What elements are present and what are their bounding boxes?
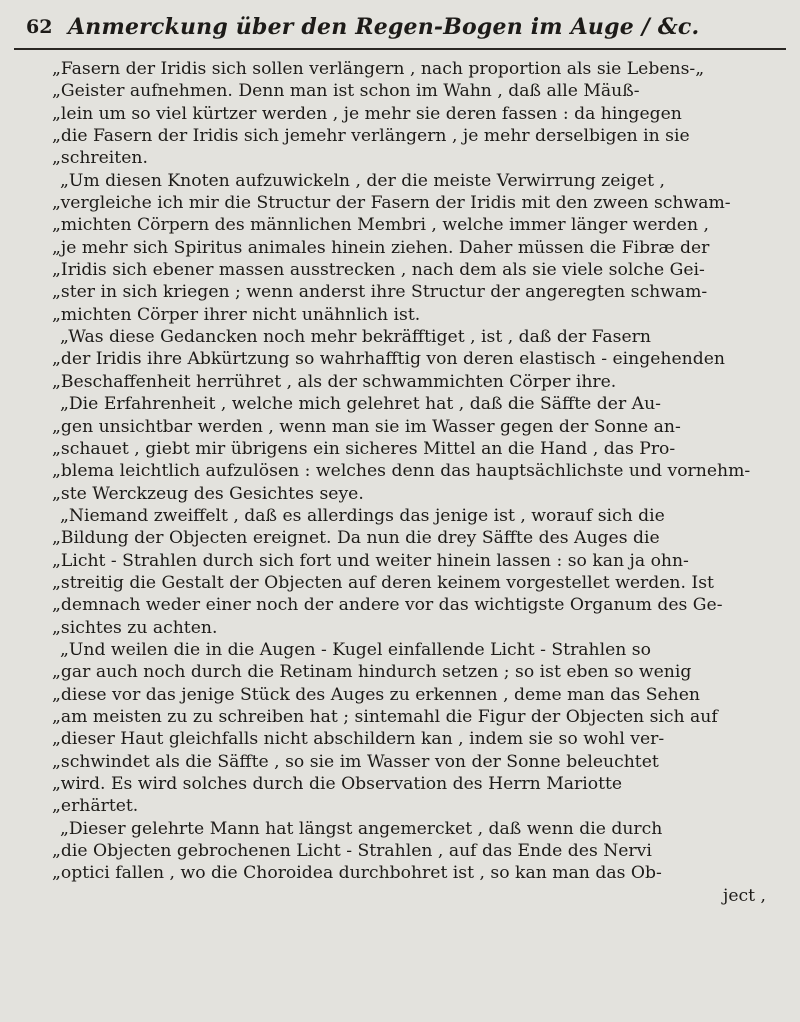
text-line: „je mehr sich Spiritus animales hinein ziehen. Daher müssen die Fibræ der	[52, 237, 710, 258]
page-number: 62	[26, 16, 53, 38]
text-line: „der Iridis ihre Abkürtzung so wahrhafftig von deren elastisch - eingehenden	[52, 349, 725, 370]
text-line: „dieser Haut gleichfalls nicht abschildern kan , indem sie so wohl ver-	[52, 729, 665, 750]
text-line: „schreiten.	[52, 148, 148, 169]
text-line: „Iridis sich ebener massen ausstrecken , nach dem als sie viele solche Gei-	[52, 260, 705, 281]
text-line: „Um diesen Knoten aufzuwickeln , der die meiste Verwirrung zeiget ,	[60, 170, 665, 191]
text-line: „streitig die Gestalt der Objecten auf deren keinem vorgestellet werden. Ist	[52, 572, 714, 593]
text-line: „Geister aufnehmen. Denn man ist schon im Wahn , daß alle Mäuß-	[52, 81, 640, 102]
text-line: „Dieser gelehrte Mann hat längst angemercket , daß wenn die durch	[60, 818, 663, 839]
text-line: „Beschaffenheit herrühret , als der schwammichten Cörper ihre.	[52, 371, 617, 392]
text-line: „blema leichtlich aufzulösen : welches denn das hauptsächlichste und vornehm-	[52, 461, 751, 482]
running-title: Anmerckung über den Regen-Bogen im Auge / &c.	[68, 14, 700, 40]
text-line: „diese vor das jenige Stück des Auges zu erkennen , deme man das Sehen	[52, 684, 700, 705]
text-line: „Licht - Strahlen durch sich fort und weiter hinein lassen : so kan ja ohn-	[52, 550, 689, 571]
text-line: „am meisten zu zu schreiben hat ; sintemahl die Figur der Objecten sich auf	[52, 706, 718, 727]
text-line: „michten Cörper ihrer nicht unähnlich ist.	[52, 304, 421, 325]
text-line: „Niemand zweiffelt , daß es allerdings das jenige ist , worauf sich die	[60, 505, 665, 526]
text-line: „Fasern der Iridis sich sollen verlängern , nach proportion als sie Lebens-„	[52, 59, 705, 79]
text-line: „sichtes zu achten.	[52, 617, 218, 638]
text-line: „wird. Es wird solches durch die Observation des Herrn Mariotte	[52, 774, 623, 794]
text-line: „gen unsichtbar werden , wenn man sie im Wasser gegen der Sonne an-	[52, 416, 681, 437]
text-line: „Die Erfahrenheit , welche mich gelehret hat , daß die Säffte der Au-	[60, 394, 661, 415]
text-line: „schwindet als die Säffte , so sie im Wasser von der Sonne beleuchtet	[52, 751, 659, 772]
text-line: „die Fasern der Iridis sich jemehr verlängern , je mehr derselbigen in sie	[52, 126, 690, 147]
text-line: „ster in sich kriegen ; wenn anderst ihre Structur der angeregten schwam-	[52, 282, 708, 303]
text-line: „Und weilen die in die Augen - Kugel einfallende Licht - Strahlen so	[60, 639, 651, 660]
text-line: „ste Werckzeug des Gesichtes seye.	[52, 483, 364, 504]
text-line: „schauet , giebt mir übrigens ein sicheres Mittel an die Hand , das Pro-	[52, 438, 676, 459]
catchword: ject ,	[723, 885, 766, 906]
text-line: „michten Cörpern des männlichen Membri , welche immer länger werden ,	[52, 215, 709, 236]
text-line: „die Objecten gebrochenen Licht - Strahlen , auf das Ende des Nervi	[52, 841, 652, 862]
text-line: „vergleiche ich mir die Structur der Fasern der Iridis mit den zween schwam-	[52, 193, 731, 214]
text-line: „demnach weder einer noch der andere vor das wichtigste Organum des Ge-	[52, 595, 723, 616]
text-line: „Bildung der Objecten ereignet. Da nun die drey Säffte des Auges die	[52, 528, 660, 549]
body-text	[52, 58, 780, 907]
text-line: „lein um so viel kürtzer werden , je mehr sie deren fassen : da hingegen	[52, 103, 682, 124]
text-line: „erhärtet.	[52, 796, 139, 817]
text-line: „optici fallen , wo die Choroidea durchbohret ist , so kan man das Ob-	[52, 863, 662, 884]
text-line: „gar auch noch durch die Retinam hindurch setzen ; so ist eben so wenig	[52, 662, 692, 683]
page-header	[14, 10, 786, 50]
text-line: „Was diese Gedancken noch mehr bekräfftiget , ist , daß der Fasern	[60, 327, 651, 348]
